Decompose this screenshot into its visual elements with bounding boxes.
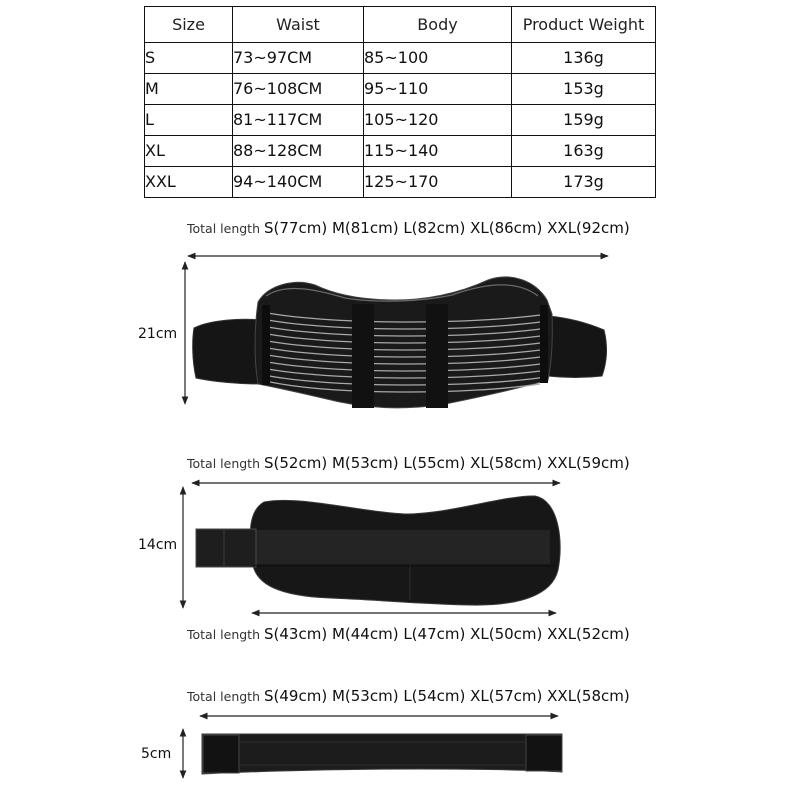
belt1-support-belt-image [193, 277, 607, 408]
cell-waist: 76~108CM [233, 74, 364, 105]
belt3-total-length-label: Total length [187, 689, 261, 704]
cell-size: S [145, 43, 233, 74]
belt2-total-length-label: Total length [187, 456, 261, 471]
belt2-abdominal-pad-image [196, 496, 560, 605]
belt2-height-label: 14cm [138, 537, 178, 553]
header-waist: Waist [233, 7, 364, 43]
cell-size: XXL [145, 167, 233, 198]
cell-weight: 163g [512, 136, 656, 167]
belt3-height-label: 5cm [141, 746, 172, 762]
belt1-total-length-values: S(77cm) M(81cm) L(82cm) XL(86cm) XXL(92cm) [264, 219, 630, 237]
cell-size: M [145, 74, 233, 105]
cell-size: L [145, 105, 233, 136]
cell-weight: 153g [512, 74, 656, 105]
belt2-bottom-length-values: S(43cm) M(44cm) L(47cm) XL(50cm) XXL(52cm) [264, 625, 630, 643]
belt3-total-length-values: S(49cm) M(53cm) L(54cm) XL(57cm) XXL(58cm) [264, 687, 630, 705]
cell-waist: 88~128CM [233, 136, 364, 167]
cell-body: 115~140 [364, 136, 512, 167]
cell-body: 125~170 [364, 167, 512, 198]
cell-weight: 159g [512, 105, 656, 136]
cell-waist: 73~97CM [233, 43, 364, 74]
belt1-total-length-label: Total length [187, 221, 261, 236]
cell-weight: 136g [512, 43, 656, 74]
belt1-height-label: 21cm [138, 326, 178, 342]
header-product-weight: Product Weight [512, 7, 656, 43]
cell-size: XL [145, 136, 233, 167]
header-body: Body [364, 7, 512, 43]
cell-body: 95~110 [364, 74, 512, 105]
cell-waist: 94~140CM [233, 167, 364, 198]
belt2-bottom-length-label: Total length [187, 627, 261, 642]
cell-body: 105~120 [364, 105, 512, 136]
cell-weight: 173g [512, 167, 656, 198]
cell-waist: 81~117CM [233, 105, 364, 136]
belt3-strap-image [202, 734, 562, 774]
cell-body: 85~100 [364, 43, 512, 74]
belt2-total-length-values: S(52cm) M(53cm) L(55cm) XL(58cm) XXL(59cm) [264, 454, 630, 472]
header-size: Size [145, 7, 233, 43]
